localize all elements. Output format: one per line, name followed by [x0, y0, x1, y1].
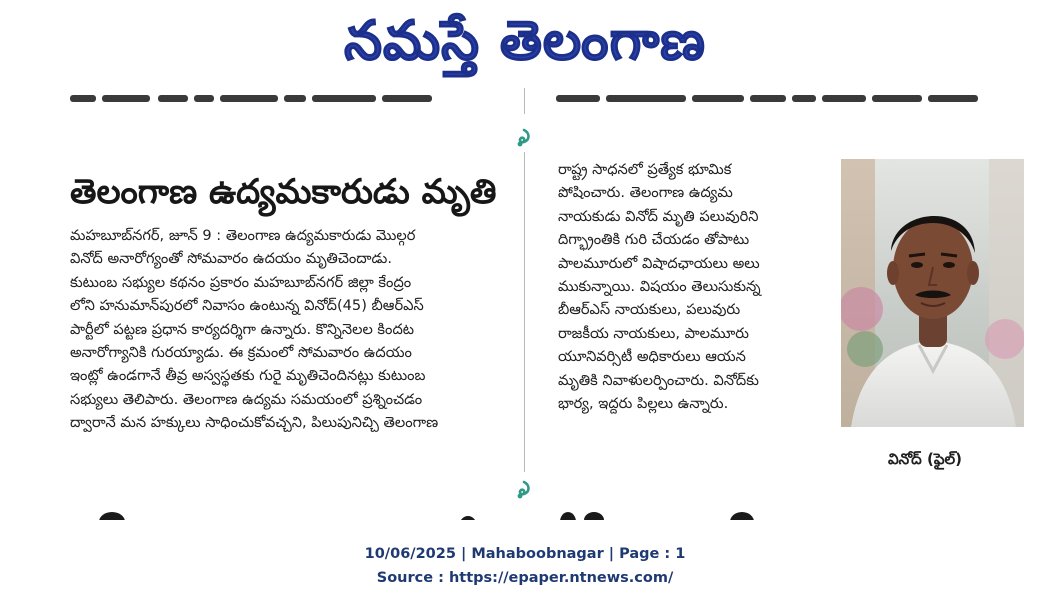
cut-off-text-right-glyphs	[556, 93, 986, 106]
article-headline: తెలంగాణ ఉద్యమకారుడు మృతి	[70, 172, 497, 212]
article-line: కుటుంబ సభ్యుల కథనం ప్రకారం మహబూబ్‌నగర్ జిల్లా కేంద్రం	[70, 273, 412, 291]
source-link[interactable]: Source : https://epaper.ntnews.com/	[376, 570, 674, 586]
article-line: ద్వారానే మన హక్కులు సాధించుకోవచ్చని, పిలుపునిచ్చి తెలంగాణ	[70, 414, 439, 432]
photo-caption: వినోద్ (ఫైల్)	[888, 450, 962, 468]
article-line: ముకున్నాయి. విషయం తెలుసుకున్న	[558, 278, 761, 296]
article-line: బీఆర్ఎస్ నాయకులు, పలువురు	[558, 301, 741, 319]
leaf-ornament-icon	[516, 128, 532, 148]
cut-off-text-left-glyphs	[70, 93, 470, 106]
article-body-left-column	[70, 224, 526, 435]
article-line: వినోద్ అనారోగ్యంతో సోమవారం ఉదయం మృతిచెందాడు.	[70, 250, 392, 268]
article-line: రాజకీయ నాయకులు, పాలమూరు	[558, 324, 749, 342]
clipping-footer	[0, 542, 1050, 590]
article-line: పాలమూరులో విషాదఛాయలు అలు	[558, 254, 760, 272]
article-line: రాష్ట్ర సాధనలో ప్రత్యేక భూమిక	[558, 161, 732, 178]
person-photo	[841, 159, 1024, 427]
cut-off-text-left	[70, 90, 470, 106]
masthead-logo: నమస్తే తెలంగాణ	[344, 9, 706, 72]
leaf-ornament-icon	[516, 480, 532, 500]
article-line: లోని హనుమాన్‌పురలో నివాసం ఉంటున్న వినోద్(45) బీఆర్ఎస్	[70, 297, 424, 315]
article-line: పార్టీలో పట్టణ ప్రధాన కార్యదర్శిగా ఉన్నారు. కొన్నినెలల కిందట	[70, 320, 415, 338]
edition-info: 10/06/2025 | Mahaboobnagar | Page : 1	[364, 546, 686, 562]
article-line: దిగ్భ్రాంతికి గురి చేయడం తోపాటు	[558, 231, 750, 249]
article-line: మృతికి నివాళులర్పించారు. వినోద్‌కు	[558, 371, 759, 389]
article-line: భార్య, ఇద్దరు పిల్లలు ఉన్నారు.	[558, 395, 729, 413]
article-body-right-column	[558, 158, 828, 415]
cut-off-next-headline	[0, 508, 1050, 520]
article-line: సభ్యులు తెలిపారు. తెలంగాణ ఉద్యమ సమయంలో ప్రశ్నించడం	[70, 390, 423, 408]
article-line: నాయకుడు వినోద్ మృతి పలువురిని	[558, 207, 759, 225]
masthead	[0, 0, 1050, 88]
person-photo-illustration	[841, 159, 1024, 427]
news-clipping	[0, 88, 1050, 520]
article-line: మహబూబ్‌నగర్, జూన్ 9 : తెలంగాణ ఉద్యమకారుడు మొల్గర	[70, 227, 416, 244]
article-line: ఇంట్లో ఉండగానే తీవ్ర అస్వస్థతకు గురై మృతిచెందినట్లు కుటుంబ	[70, 367, 426, 385]
article-line: యూనివర్సిటీ అధికారులు ఆయన	[558, 348, 746, 366]
article-line: అనారోగ్యానికి గురయ్యాడు. ఈ క్రమంలో సోమవారం ఉదయం	[70, 344, 412, 362]
article-line: పోషించారు. తెలంగాణ ఉద్యమ	[558, 184, 733, 202]
cut-off-text-right	[556, 90, 986, 106]
column-divider-top	[524, 88, 525, 114]
